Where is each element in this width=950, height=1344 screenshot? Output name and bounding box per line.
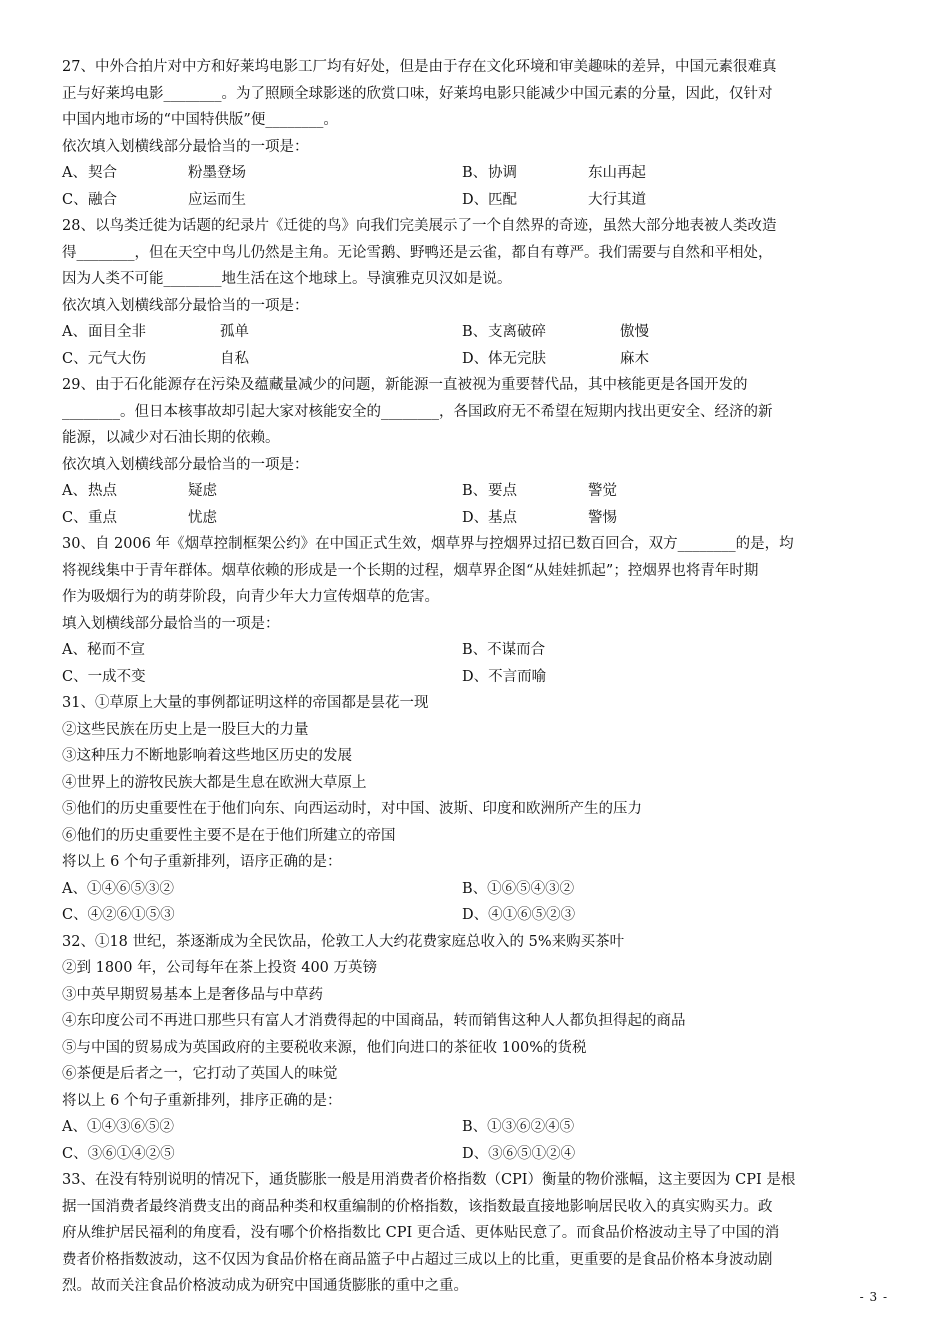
q33-passage-line: 费者价格指数波动，这不仅因为食品价格在商品篮子中占超过三成以上的比重，更重要的是食品价格本身波动剧 (62, 1251, 773, 1268)
q27-option-c[interactable]: C、 融合 应运而生 (62, 191, 246, 208)
question-28 (62, 213, 892, 372)
q31-prompt: 将以上 6 个句子重新排列，语序正确的是： (62, 854, 342, 870)
q28-option-b[interactable]: B、 支离破碎 傲慢 (462, 324, 649, 340)
question-30 (62, 531, 892, 690)
q28-option-d[interactable]: D、 体无完肤 麻木 (462, 350, 649, 367)
q29-option-b[interactable]: B、 要点 警觉 (462, 483, 617, 499)
q27-stem-line: 正与好莱坞电影________。为了照顾全球影迷的欣赏口味，好莱坞电影只能减少中国元素的分量，因此，仅针对 (62, 85, 773, 102)
q27-option-d[interactable]: D、 匹配 大行其道 (462, 191, 646, 208)
q32-options-row (62, 1141, 892, 1168)
q28-stem-line: 因为人类不可能________地生活在这个地球上。导演雅克贝汉如是说。 (62, 271, 512, 287)
q30-option-b[interactable]: B、不谋而合 (462, 642, 546, 658)
q29-options-row (62, 478, 892, 505)
q27-stem-line: 中国内地市场的“中国特供版”便________。 (62, 112, 338, 128)
q29-option-d[interactable]: D、 基点 警惕 (462, 509, 617, 526)
q30-option-d[interactable]: D、不言而喻 (462, 668, 547, 685)
q28-stem-line: 28、以鸟类迁徙为话题的纪录片《迁徙的鸟》向我们完美展示了一个自然界的奇迹，虽然大部分地表被人类改造 (62, 218, 777, 234)
q31-option-a[interactable]: A、①④⑥⑤③② (62, 880, 174, 897)
q28-stem-line: 得________，但在天空中鸟儿仍然是主角。无论雪鹅、野鸭还是云雀，都自有尊严。我们需要与自然和平相处， (62, 244, 773, 261)
q33-passage-line: 33、在没有特别说明的情况下，通货膨胀一般是用消费者价格指数（CPI）衡量的物价涨幅，这主要因为 CPI 是根 (62, 1172, 796, 1188)
q29-option-c[interactable]: C、 重点 忧虑 (62, 509, 217, 526)
q28-prompt: 依次填入划横线部分最恰当的一项是： (62, 297, 309, 314)
q31-sentence: ③这种压力不断地影响着这些地区历史的发展 (62, 748, 352, 764)
q32-option-c[interactable]: C、③⑥①④②⑤ (62, 1145, 175, 1162)
q32-sentence: ⑤与中国的贸易成为英国政府的主要税收来源，他们向进口的茶征收 100%的货税 (62, 1039, 587, 1056)
q27-options-row (62, 160, 892, 187)
q28-option-c[interactable]: C、 元气大伤 自私 (62, 350, 249, 367)
q27-stem-line: 27、中外合拍片对中方和好莱坞电影工厂均有好处，但是由于存在文化环境和审美趣味的差异，中国元素很难真 (62, 59, 777, 75)
q32-sentence: ③中英早期贸易基本上是奢侈品与中草药 (62, 986, 323, 1003)
q31-sentence: ②这些民族在历史上是一股巨大的力量 (62, 721, 309, 738)
q31-option-d[interactable]: D、④①⑥⑤②③ (462, 907, 576, 923)
q28-options-row (62, 346, 892, 373)
q29-option-a[interactable]: A、 热点 疑虑 (62, 483, 217, 499)
q33-passage-line: 府从维护居民福利的角度看，没有哪个价格指数比 CPI 更合适、更体贴民意了。而食品价格波动主导了中国的消 (62, 1225, 780, 1241)
q31-option-c[interactable]: C、④②⑥①⑤③ (62, 907, 175, 923)
q29-stem-line: 29、由于石化能源存在污染及蕴藏量减少的问题，新能源一直被视为重要替代品，其中核能更是各国开发的 (62, 377, 748, 393)
q30-options-row (62, 664, 892, 691)
q27-option-b[interactable]: B、 协调 东山再起 (462, 165, 646, 181)
q29-stem-line: ________。但日本核事故却引起大家对核能安全的________，各国政府无不希望在短期内找出更安全、经济的新 (62, 403, 773, 420)
q27-options-row (62, 187, 892, 214)
q27-prompt: 依次填入划横线部分最恰当的一项是： (62, 138, 309, 155)
q30-options-row (62, 637, 892, 664)
exam-page (62, 54, 892, 1300)
q31-sentence: ⑤他们的历史重要性在于他们向东、向西运动时，对中国、波斯、印度和欧洲所产生的压力 (62, 801, 642, 817)
q32-prompt: 将以上 6 个句子重新排列，排序正确的是： (62, 1092, 342, 1109)
q28-option-a[interactable]: A、 面目全非 孤单 (62, 324, 249, 340)
q31-sentence: 31、①草原上大量的事例都证明这样的帝国都是昙花一现 (62, 695, 429, 711)
q32-sentence: ⑥茶便是后者之一，它打动了英国人的味觉 (62, 1066, 338, 1082)
question-31 (62, 690, 892, 929)
question-29 (62, 372, 892, 531)
q27-option-a[interactable]: A、 契合 粉墨登场 (62, 165, 246, 181)
q30-option-c[interactable]: C、一成不变 (62, 668, 146, 685)
q29-options-row (62, 505, 892, 532)
q28-options-row (62, 319, 892, 346)
q30-prompt: 填入划横线部分最恰当的一项是： (62, 615, 280, 632)
q29-prompt: 依次填入划横线部分最恰当的一项是： (62, 456, 309, 473)
q32-sentence: ④东印度公司不再进口那些只有富人才消费得起的中国商品，转而销售这种人人都负担得起的商品 (62, 1013, 686, 1029)
q31-sentence: ⑥他们的历史重要性主要不是在于他们所建立的帝国 (62, 827, 396, 844)
q31-option-b[interactable]: B、①⑥⑤④③② (462, 880, 575, 897)
q31-sentence: ④世界上的游牧民族大都是生息在欧洲大草原上 (62, 774, 367, 791)
q32-sentence: 32、①18 世纪，茶逐渐成为全民饮品，伦敦工人大约花费家庭总收入的 5%来购买茶叶 (62, 933, 625, 950)
q32-sentence: ②到 1800 年，公司每年在茶上投资 400 万英镑 (62, 960, 378, 976)
question-33 (62, 1167, 892, 1300)
q33-passage-line: 烈。故而关注食品价格波动成为研究中国通货膨胀的重中之重。 (62, 1278, 468, 1294)
q32-option-d[interactable]: D、③⑥⑤①②④ (462, 1145, 576, 1162)
q30-stem-line: 30、自 2006 年《烟草控制框架公约》在中国正式生效，烟草界与控烟界过招已数百回合，双方________的是，均 (62, 536, 794, 552)
q33-passage-line: 据一国消费者最终消费支出的商品种类和权重编制的价格指数，该指数最直接地影响居民收入的真实购买力。政 (62, 1198, 773, 1215)
q31-options-row (62, 876, 892, 903)
q30-option-a[interactable]: A、秘而不宣 (62, 642, 145, 658)
q29-stem-line: 能源，以减少对石油长期的依赖。 (62, 430, 280, 446)
q30-stem-line: 作为吸烟行为的萌芽阶段，向青少年大力宣传烟草的危害。 (62, 589, 439, 605)
q32-option-b[interactable]: B、①③⑥②④⑤ (462, 1119, 575, 1135)
q32-option-a[interactable]: A、①④③⑥⑤② (62, 1119, 174, 1135)
q31-options-row (62, 902, 892, 929)
q32-options-row (62, 1114, 892, 1141)
question-32 (62, 929, 892, 1168)
q30-stem-line: 将视线集中于青年群体。烟草依赖的形成是一个长期的过程，烟草界企图“从娃娃抓起”；控烟界也将青年时期 (62, 562, 759, 579)
question-27 (62, 54, 892, 213)
page-number: - 3 - (859, 1290, 888, 1304)
